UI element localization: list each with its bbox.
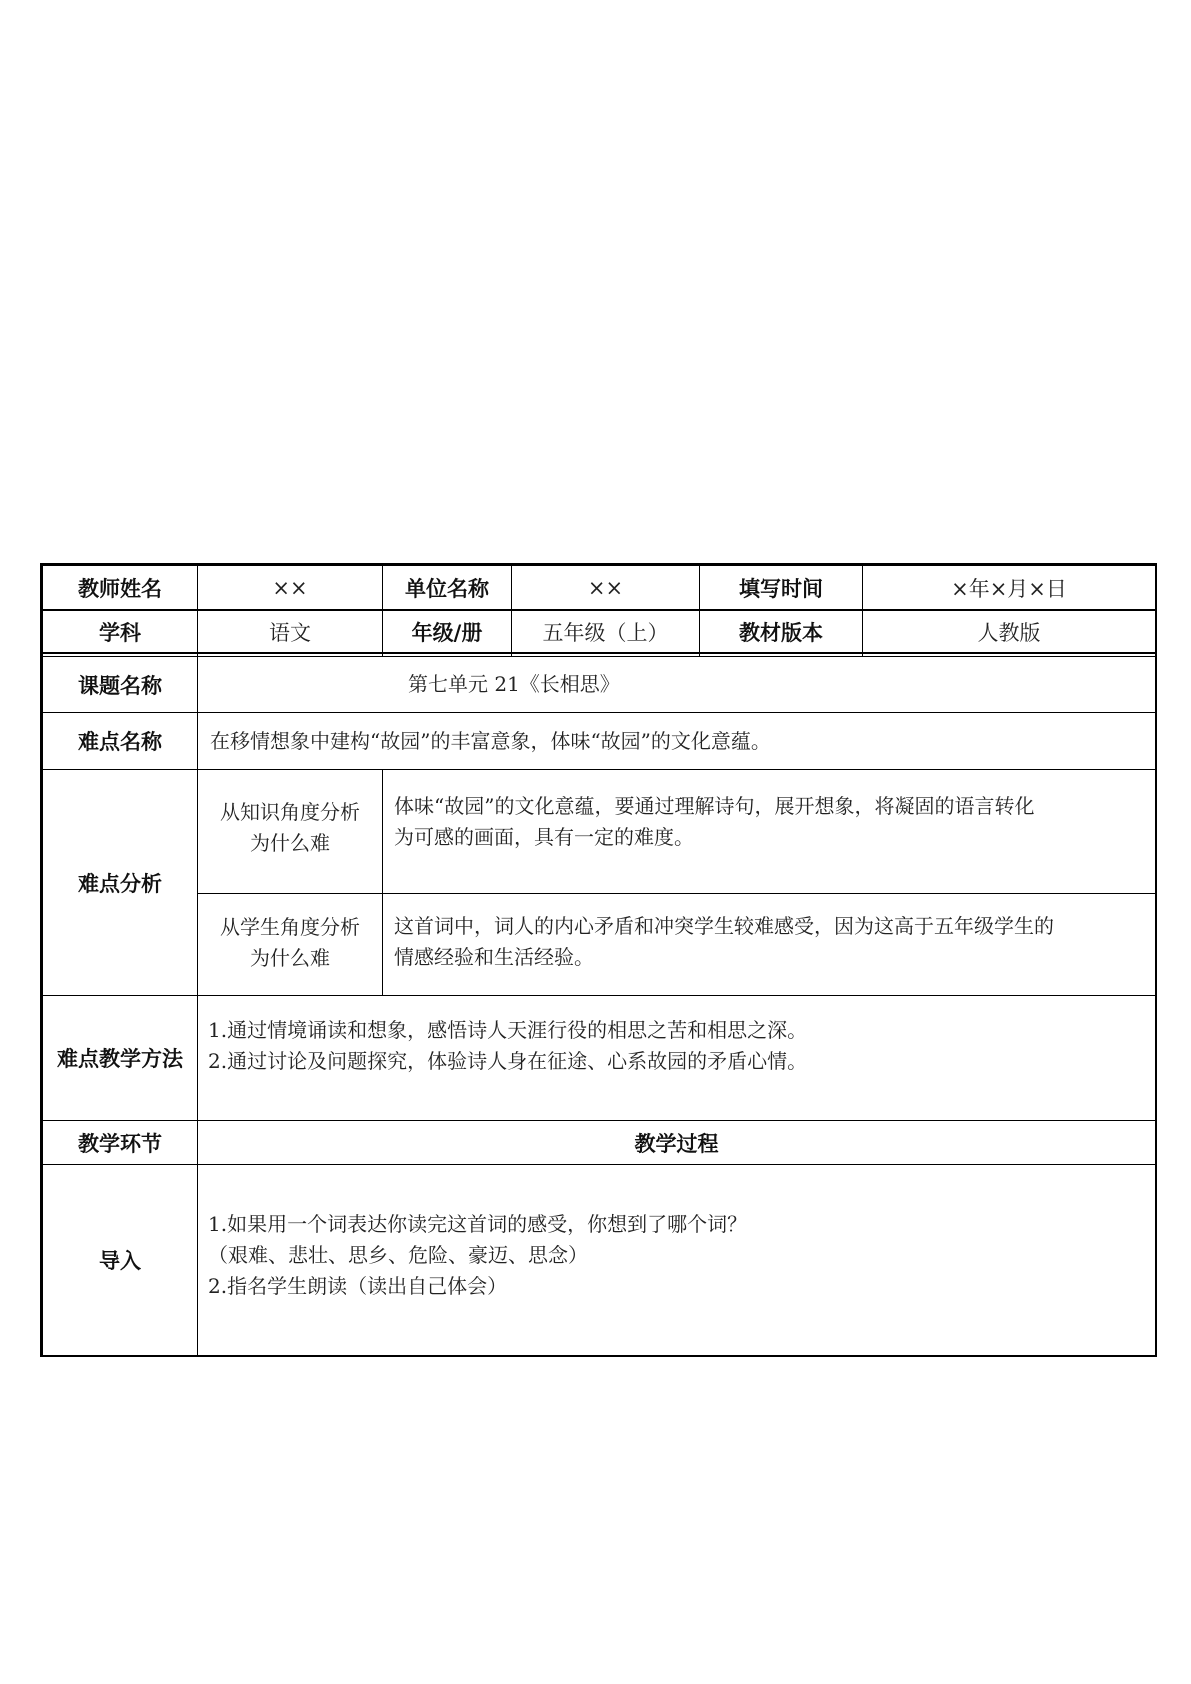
student-angle-text: 这首词中，词人的内心矛盾和冲突学生较难感受，因为这高于五年级学生的 情感经验和生活经验。 — [394, 914, 1054, 969]
analysis-label: 难点分析 — [78, 871, 162, 896]
method-line: 1.通过情境诵读和想象，感悟诗人天涯行役的相思之苦和相思之深。 — [208, 1018, 808, 1042]
knowledge-angle-text: 体味“故园”的文化意蕴，要通过理解诗句，展开想象，将凝固的语言转化 为可感的画面，具有一定的难度。 — [394, 794, 1035, 849]
intro-content — [198, 1165, 1155, 1355]
knowledge-angle-label: 从知识角度分析 为什么难 — [220, 800, 360, 855]
method-label: 难点教学方法 — [57, 1047, 183, 1071]
textbook-value: 人教版 — [977, 620, 1041, 645]
intro-stage-label: 导入 — [99, 1249, 141, 1273]
grade-value: 五年级（上） — [542, 620, 669, 645]
teacher-name-label: 教师姓名 — [78, 576, 162, 601]
method-content — [198, 996, 1155, 1120]
textbook-label: 教材版本 — [739, 620, 823, 645]
unit-name-label: 单位名称 — [405, 576, 489, 601]
intro-line: 2.指名学生朗读（读出自己体会） — [208, 1274, 508, 1298]
unit-name-value: ×× — [587, 575, 624, 600]
teacher-name-value: ×× — [272, 575, 308, 600]
teaching-process-header: 教学过程 — [634, 1131, 719, 1156]
topic-value: 第七单元 21《长相思》 — [408, 672, 620, 696]
border-bottom — [40, 1355, 1157, 1357]
difficulty-label: 难点名称 — [78, 730, 162, 754]
topic-label: 课题名称 — [78, 673, 162, 698]
border-right — [1155, 563, 1157, 1357]
student-angle-label: 从学生角度分析 为什么难 — [220, 915, 360, 970]
intro-line: 1.如果用一个词表达你读完这首词的感受，你想到了哪个词？ — [208, 1212, 748, 1236]
difficulty-value: 在移情想象中建构“故园”的丰富意象，体味“故园”的文化意蕴。 — [210, 728, 771, 753]
fill-date-value: ×年×月×日 — [951, 576, 1067, 601]
border-row2-a — [40, 652, 1157, 654]
fill-date-label: 填写时间 — [739, 576, 823, 601]
teaching-stage-header: 教学环节 — [78, 1131, 162, 1156]
intro-line: （艰难、悲壮、思乡、危险、豪迈、思念） — [208, 1243, 588, 1267]
grade-label: 年级/册 — [411, 620, 483, 645]
method-line: 2.通过讨论及问题探究，体验诗人身在征途、心系故园的矛盾心情。 — [208, 1049, 808, 1073]
subject-label: 学科 — [99, 620, 141, 645]
subject-value: 语文 — [269, 620, 311, 645]
